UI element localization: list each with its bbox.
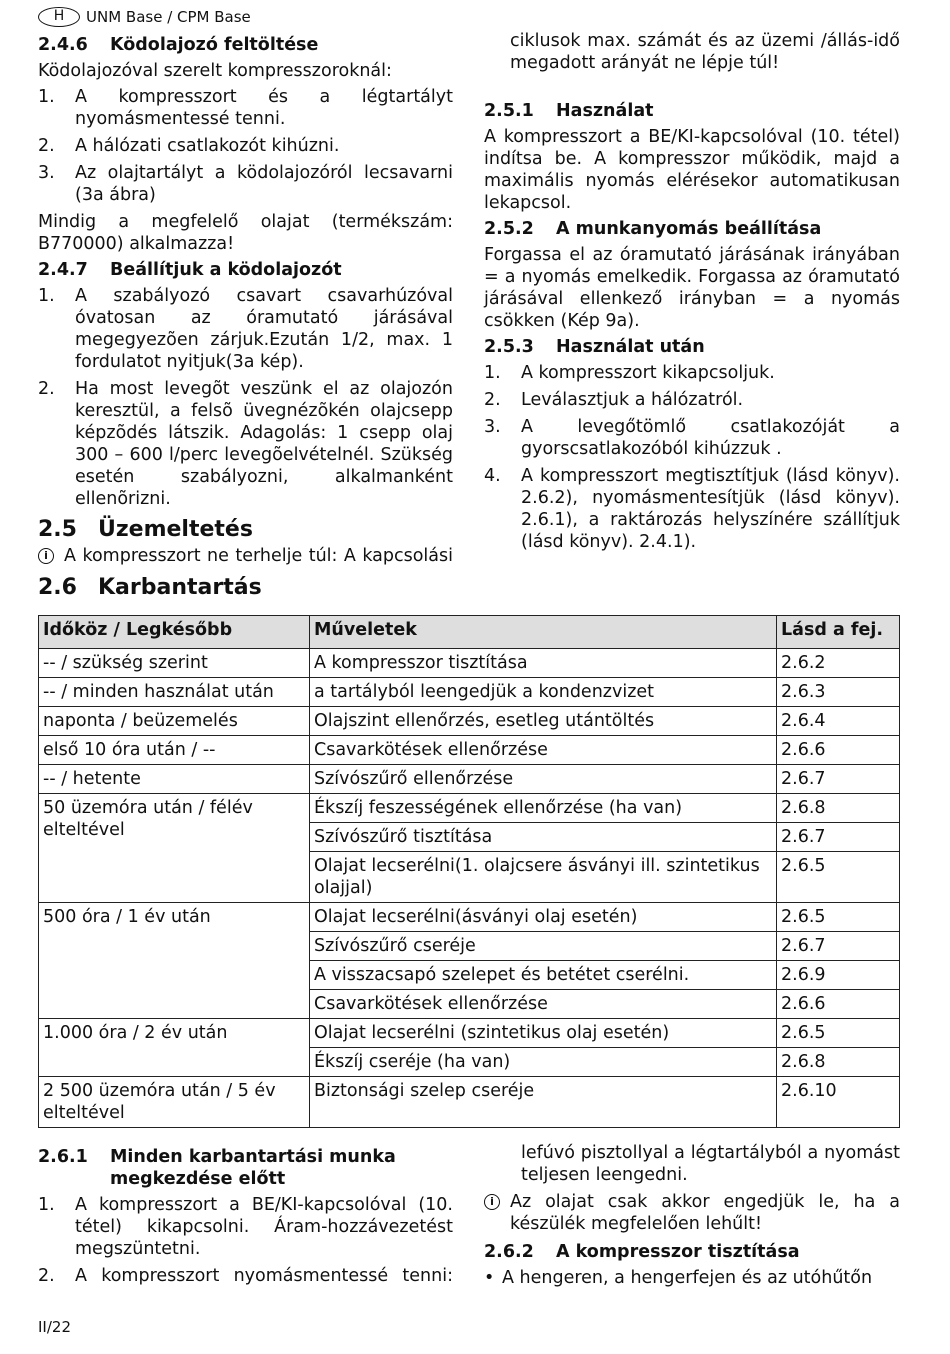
column-header: Időköz / Legkésőbb	[39, 616, 310, 649]
heading-2-6-1: 2.6.1 Minden karbantartási munka megkezdése előtt	[38, 1147, 396, 1189]
bottom-right-column	[484, 1142, 900, 1294]
table-row: -- / minden használat után a tartályból leengedjük a kondenzvizet 2.6.3	[39, 678, 900, 707]
table-row: első 10 óra után / -- Csavarkötések ellenőrzése 2.6.6	[39, 736, 900, 765]
page-number: II/22	[38, 1318, 71, 1336]
list-item: • A hengeren, a hengerfejen és az utóhűtőn	[484, 1268, 873, 1288]
list-item: 2. Leválasztjuk a hálózatról.	[484, 390, 744, 410]
info-note-continued: ciklusok max. számát és az üzemi /állás-idő megadott arányát ne lépje túl!	[510, 31, 900, 73]
page-header	[38, 6, 251, 28]
heading-2-5-3: 2.5.3 Használat után	[484, 337, 705, 357]
table-row: 2 500 üzemóra után / 5 év elteltével Biztonsági szelep cseréje 2.6.10	[39, 1077, 900, 1128]
table-row: 500 óra / 1 év után Olajat lecserélni(ásványi olaj esetén) 2.6.5	[39, 903, 900, 932]
numbered-list	[38, 1194, 453, 1287]
list-item: 1. A kompresszort kikapcsoljuk.	[484, 363, 775, 383]
list-item: 2. A hálózati csatlakozót kihúzni.	[38, 136, 340, 156]
list-item: 1. A kompresszort és a légtartályt nyomásmentessé tenni.	[38, 87, 453, 129]
heading-2-4-6: 2.4.6 Ködolajozó feltöltése	[38, 35, 319, 55]
numbered-list	[484, 362, 900, 553]
paragraph: Mindig a megfelelő olajat (termékszám: B770000) alkalmazza!	[38, 212, 453, 254]
table-row: -- / szükség szerint A kompresszor tisztítása 2.6.2	[39, 649, 900, 678]
numbered-list	[38, 285, 453, 510]
table-row: Csavarkötések ellenőrzése 2.6.6	[39, 990, 900, 1019]
bullet-list	[484, 1267, 900, 1289]
bottom-left-column	[38, 1142, 453, 1292]
table-row: 50 üzemóra után / félév elteltével Ékszíj feszességének ellenőrzése (ha van) 2.6.8	[39, 794, 900, 823]
table-header-row	[39, 616, 900, 649]
document-title: UNM Base / CPM Base	[86, 8, 251, 26]
table-row: Olajat lecserélni(1. olajcsere ásványi ill. szintetikus olajjal) 2.6.5	[39, 852, 900, 903]
heading-2-5: 2.5 Üzemeltetés	[38, 517, 253, 542]
table-row: Szívószűrő cseréje 2.6.7	[39, 932, 900, 961]
heading-2-4-7: 2.4.7 Beállítjuk a ködolajozót	[38, 260, 342, 280]
bullet-icon: •	[484, 1268, 495, 1288]
table-row: Szívószűrő tisztítása 2.6.7	[39, 823, 900, 852]
list-item-continued: lefúvó pisztollyal a légtartályból a nyomást teljesen leengedni.	[521, 1143, 900, 1185]
info-note-overload: i A kompresszort ne terhelje túl: A kapcsolási	[38, 545, 453, 567]
paragraph: Forgassa el az óramutató járásának irányában = a nyomás emelkedik. Forgassa az óramutató járásával ellenkező irányban = a nyomás csökken (Kép 9a).	[484, 245, 900, 331]
language-badge: H	[38, 7, 80, 27]
list-item: 2. Ha most levegõt veszünk el az olajozón keresztül, a felsõ üvegnézõkén olajcsepp képzõdés látszik. Adagolás: 1 csepp olaj 300 – 600 l/perc levegõelvételnél. Szükség esetén szabályozni, alkalmanként ellenõrizni.	[38, 379, 453, 509]
paragraph: Ködolajozóval szerelt kompresszoroknál:	[38, 61, 392, 81]
table-row: A visszacsapó szelepet és betétet cserélni. 2.6.9	[39, 961, 900, 990]
heading-2-6: 2.6 Karbantartás	[38, 575, 262, 600]
list-item: 2. A kompresszort nyomásmentessé tenni:	[38, 1266, 453, 1286]
table-row: 1.000 óra / 2 év után Olajat lecserélni (szintetikus olaj esetén) 2.6.5	[39, 1019, 900, 1048]
paragraph: A kompresszort a BE/KI-kapcsolóval (10. tétel) indítsa be. A kompresszor működik, majd a maximális nyomás elérésekor automatikusan lekapcsol.	[484, 127, 900, 213]
list-item: 3. A levegőtömlő csatlakozóját a gyorscsatlakozóból kihúzzuk .	[484, 417, 900, 459]
list-item: 3. Az olajtartályt a ködolajozóról lecsavarni (3a ábra)	[38, 163, 453, 205]
list-item: 1. A kompresszort a BE/KI-kapcsolóval (10. tétel) kikapcsolni. Áram-hozzávezetést megszüntetni.	[38, 1195, 453, 1259]
maintenance-table	[38, 615, 900, 1128]
list-item: 1. A szabályozó csavart csavarhúzóval óvatosan az óramutató járásával megegyezõen zárjuk.Ezután 1/2, max. 1 fordulatot nyitjuk(3a kép).	[38, 286, 453, 372]
info-icon: i	[38, 548, 54, 564]
heading-2-6-2: 2.6.2 A kompresszor tisztítása	[484, 1242, 800, 1262]
list-item: 4. A kompresszort megtisztítjuk (lásd könyv). 2.6.2), nyomásmentesítjük (lásd könyv). 2.6.1), a raktározás helyszínére szállítjuk (lásd könyv). 2.4.1).	[484, 466, 900, 552]
info-icon: i	[484, 1194, 500, 1210]
heading-2-5-1: 2.5.1 Használat	[484, 101, 654, 121]
table-row: Ékszíj cseréje (ha van) 2.6.8	[39, 1048, 900, 1077]
numbered-list	[38, 86, 453, 206]
table-row: naponta / beüzemelés Olajszint ellenőrzés, esetleg utántöltés 2.6.4	[39, 707, 900, 736]
table-row: -- / hetente Szívószűrő ellenőrzése 2.6.7	[39, 765, 900, 794]
column-header: Műveletek	[310, 616, 777, 649]
heading-2-5-2: 2.5.2 A munkanyomás beállítása	[484, 219, 822, 239]
column-header: Lásd a fej.	[777, 616, 900, 649]
left-column	[38, 30, 453, 603]
right-column	[484, 30, 900, 558]
info-note-oil: i Az olajat csak akkor engedjük le, ha a készülék megfelelően lehűlt!	[484, 1191, 900, 1235]
